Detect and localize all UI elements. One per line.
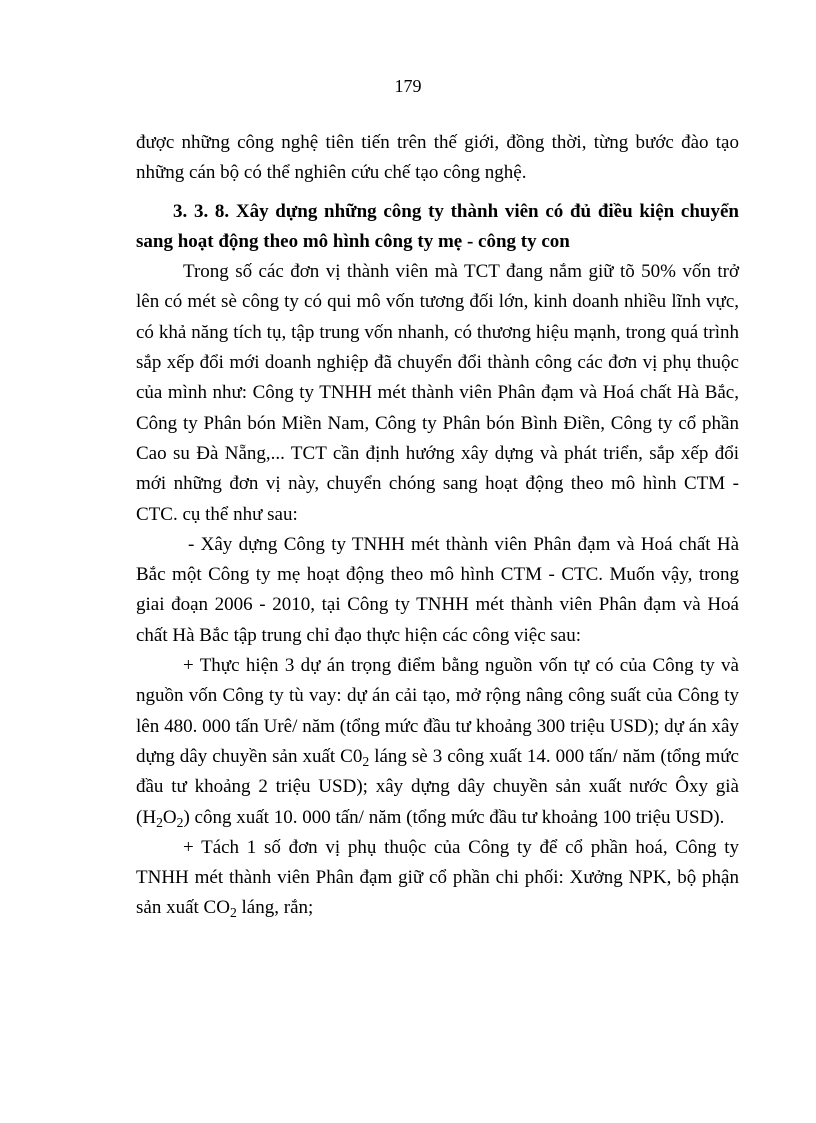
subscript: 2: [362, 754, 370, 770]
text-run: + Thực hiện 3 dự án trọng điểm bằng nguồn vốn tự có của Công ty và nguồn vốn Công ty tù vay: dự án cải tạo, mở rộng nâng công suất của Công ty lên 480. 000 tấn Urê/ năm (tổng mức đầu tư khoảng 300 triệu USD); dự án xây dựng dây chuyền sản xuất C0: [136, 655, 739, 767]
page-number: 179: [394, 76, 422, 96]
text-run: O: [162, 806, 177, 828]
text-run: ) công xuất 10. 000 tấn/ năm (tổng mức đầu tư khoảng 100 triệu USD).: [183, 806, 725, 828]
text-run: láng sè 3 công xuất 14. 000 tấn/ năm (tổng mức đầu tư khoảng 2 triệu USD); xây dựng dây chuyền sản xuất nước Ôxy già (H: [136, 745, 739, 828]
subscript: 2: [176, 814, 184, 830]
paragraph-member-units: Trong số các đơn vị thành viên mà TCT đang nắm giữ tõ 50% vốn trở lên có mét sè công ty có qui mô vốn tương đối lớn, kinh doanh nhiều lĩnh vực, có khả năng tích tụ, tập trung vốn nhanh, có thương hiệu mạnh, trong quá trình sắp xếp đổi mới doanh nghiệp đã chuyển đổi thành công các đơn vị phụ thuộc của mình như: Công ty TNHH mét thành viên Phân đạm và Hoá chất Hà Bắc, Công ty Phân bón Miền Nam, Công ty Phân bón Bình Điền, Công ty cổ phần Cao su Đà Nẵng,... TCT cần định hướng xây dựng và phát triển, sắp xếp đổi mới những đơn vị này, chuyển chóng sang hoạt động theo mô hình CTM - CTC. cụ thể như sau:: [136, 261, 739, 525]
paragraph-ha-bac-parent: - Xây dựng Công ty TNHH mét thành viên Phân đạm và Hoá chất Hà Bắc một Công ty mẹ hoạt động theo mô hình CTM - CTC. Muốn vậy, trong giai đoạn 2006 - 2010, tại Công ty TNHH mét thành viên Phân đạm và Hoá chất Hà Bắc tập trung chỉ đạo thực hiện các công việc sau:: [136, 533, 739, 646]
page-content: [136, 128, 739, 924]
paragraph-continuation: được những công nghệ tiên tiến trên thế giới, đồng thời, từng bước đào tạo những cán bộ có thể nghiên cứu chế tạo công nghệ.: [136, 132, 739, 184]
text-run: láng, rắn;: [236, 897, 314, 919]
section-heading: 3. 3. 8. Xây dựng những công ty thành viên có đủ điều kiện chuyển sang hoạt động theo mô hình công ty mẹ - công ty con: [136, 200, 739, 252]
text-run: + Tách 1 số đơn vị phụ thuộc của Công ty để cổ phần hoá, Công ty TNHH mét thành viên Phân đạm giữ cổ phần chi phối: Xưởng NPK, bộ phận sản xuất CO: [136, 836, 739, 919]
paragraph-three-projects: [136, 651, 739, 833]
subscript: 2: [156, 814, 163, 830]
paragraph-equitization: [136, 833, 739, 924]
subscript: 2: [229, 905, 237, 921]
